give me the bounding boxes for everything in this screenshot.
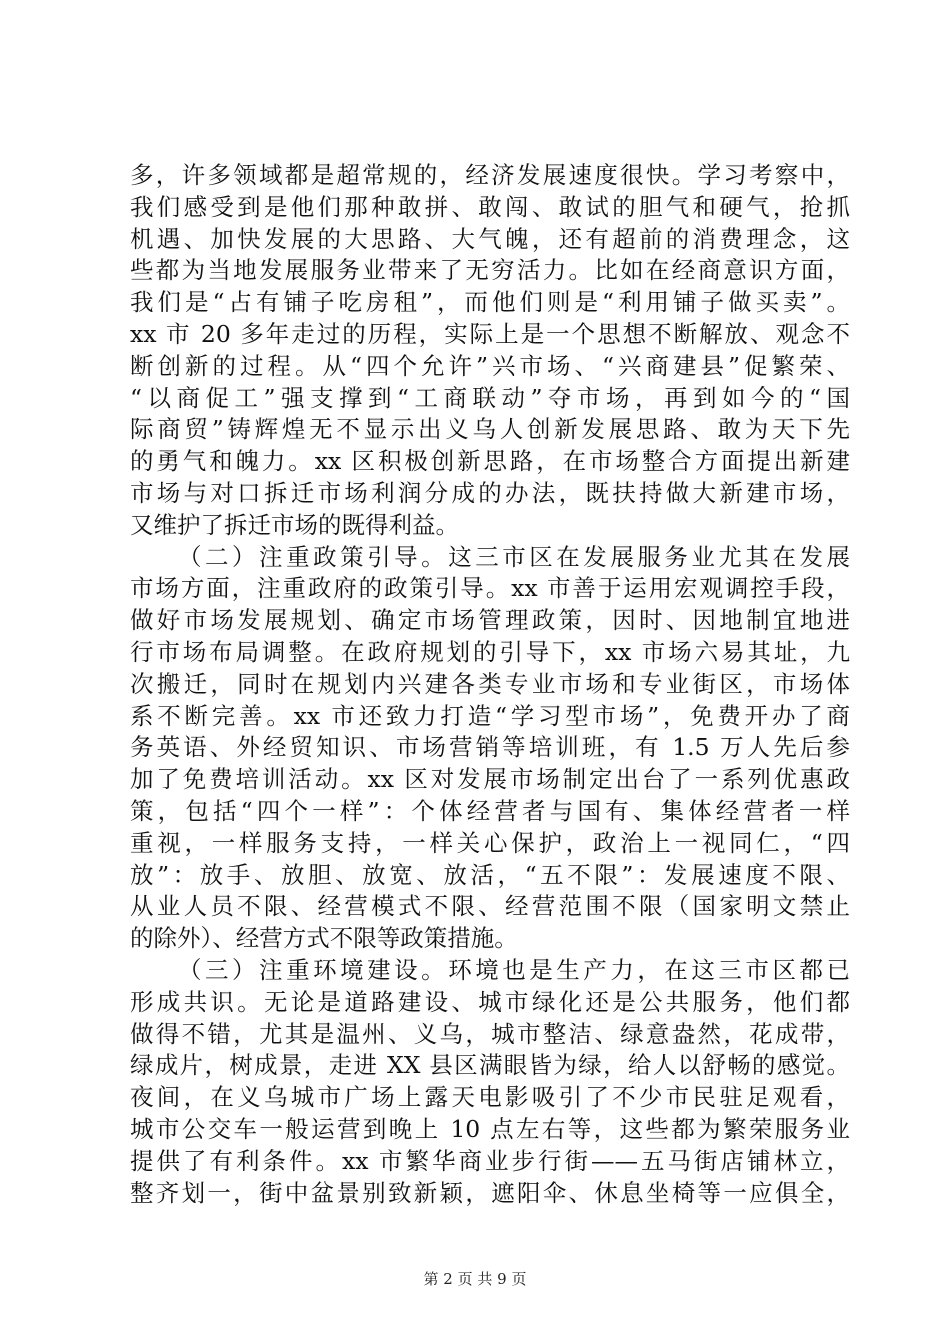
text-line: 务英语、外经贸知识、市场营销等培训班，有 1.5 万人先后参 xyxy=(130,733,850,762)
text-line: 的勇气和魄力。xx 区积极创新思路，在市场整合方面提出新建 xyxy=(130,447,850,476)
text-line: 际商贸”铸辉煌无不显示出义乌人创新发展思路、敢为天下先 xyxy=(130,415,850,444)
text-line: “以商促工”强支撑到“工商联动”夺市场，再到如今的“国 xyxy=(130,383,850,412)
paragraph-heading-line: （三）注重环境建设。环境也是生产力，在这三市区都已 xyxy=(178,955,850,984)
text-line: xx 市 20 多年走过的历程，实际上是一个思想不断解放、观念不 xyxy=(130,319,850,348)
text-line: 又维护了拆迁市场的既得利益。 xyxy=(130,510,459,539)
text-line: 做得不错，尤其是温州、义乌，城市整洁、绿意盎然，花成带， xyxy=(130,1019,850,1048)
text-line: 从业人员不限、经营模式不限、经营范围不限（国家明文禁止 xyxy=(130,892,850,921)
text-line: 城市公交车一般运营到晚上 10 点左右等，这些都为繁荣服务业 xyxy=(130,1114,850,1143)
text-line: 策，包括“四个一样”：个体经营者与国有、集体经营者一样 xyxy=(130,796,850,825)
text-line: 做好市场发展规划、确定市场管理政策，因时、因地制宜地进 xyxy=(130,606,850,635)
text-line: 提供了有利条件。xx 市繁华商业步行街——五马街店铺林立， xyxy=(130,1146,850,1175)
text-line: 系不断完善。xx 市还致力打造“学习型市场”，免费开办了商 xyxy=(130,701,850,730)
text-line: 多，许多领域都是超常规的，经济发展速度很快。学习考察中， xyxy=(130,161,850,189)
text-line: 断创新的过程。从“四个允许”兴市场、“兴商建县”促繁荣、 xyxy=(130,351,850,380)
page-number-footer: 第 2 页 共 9 页 xyxy=(423,1270,527,1288)
text-line: 形成共识。无论是道路建设、城市绿化还是公共服务，他们都 xyxy=(130,987,850,1016)
text-line: 的除外）、经营方式不限等政策措施。 xyxy=(130,924,518,953)
text-line: 市场与对口拆迁市场利润分成的办法，既扶持做大新建市场， xyxy=(130,478,850,507)
text-line: 机遇、加快发展的大思路、大气魄，还有超前的消费理念，这 xyxy=(130,224,850,253)
text-line: 重视，一样服务支持，一样关心保护，政治上一视同仁，“四 xyxy=(130,828,850,857)
text-line: 市场方面，注重政府的政策引导。xx 市善于运用宏观调控手段， xyxy=(130,574,850,603)
text-line: 整齐划一，街中盆景别致新颖，遮阳伞、休息坐椅等一应俱全， xyxy=(130,1178,850,1207)
body-text xyxy=(130,160,850,1209)
text-line: 我们是“占有铺子吃房租”，而他们则是“利用铺子做买卖”。 xyxy=(130,288,850,317)
text-line: 些都为当地发展服务业带来了无穷活力。比如在经商意识方面， xyxy=(130,256,850,285)
text-line: 行市场布局调整。在政府规划的引导下，xx 市场六易其址，九 xyxy=(130,637,850,666)
text-line: 绿成片，树成景，走进 XX 县区满眼皆为绿，给人以舒畅的感觉。 xyxy=(130,1051,850,1080)
text-line: 加了免费培训活动。xx 区对发展市场制定出台了一系列优惠政 xyxy=(130,765,850,794)
text-line: 我们感受到是他们那种敢拼、敢闯、敢试的胆气和硬气，抢抓 xyxy=(130,192,850,221)
text-line: 夜间，在义乌城市广场上露天电影吸引了不少市民驻足观看， xyxy=(130,1083,850,1112)
paragraph-heading-line: （二）注重政策引导。这三市区在发展服务业尤其在发展 xyxy=(178,542,850,571)
text-line: 次搬迁，同时在规划内兴建各类专业市场和专业街区，市场体 xyxy=(130,669,850,698)
text-line: 放”：放手、放胆、放宽、放活，“五不限”：发展速度不限、 xyxy=(130,860,850,889)
